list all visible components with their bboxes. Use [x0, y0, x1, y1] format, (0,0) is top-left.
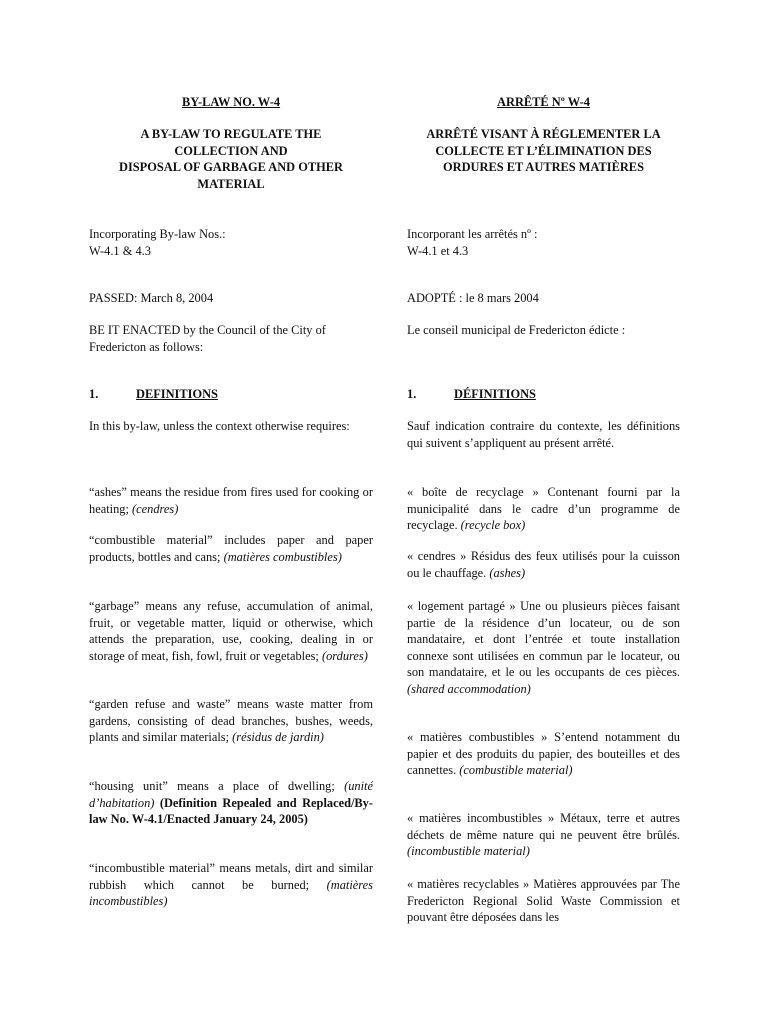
enacting-clause-en: BE IT ENACTED by the Council of the City of Fredericton as follows:: [89, 323, 326, 354]
title-line-3: ORDURES ET AUTRES MATIÈRES: [443, 160, 644, 174]
title-line-2: DISPOSAL OF GARBAGE AND OTHER MATERIAL: [119, 160, 343, 191]
definition-housing: [89, 778, 373, 828]
title-line-2: COLLECTE ET L’ÉLIMINATION DES: [435, 143, 652, 158]
english-term: (recycle box): [460, 518, 526, 532]
title-line-1: ARRÊTÉ VISANT À RÉGLEMENTER LA: [426, 127, 661, 141]
incorporating-fr: [407, 226, 680, 259]
section-number: 1.: [407, 387, 417, 401]
definition-text: “garbage” means any refuse, accumulation of animal, fruit, or vegetable matter, liquid or otherwise, which attends the preparation, use, cooking, dealing in or storage of meat, fish, fowl, fruit or vegetables;: [89, 599, 373, 663]
definition-text: “incombustible material” means metals, dirt and similar rubbish which cannot be burned;: [89, 861, 373, 892]
passed-date: PASSED: March 8, 2004: [89, 291, 214, 305]
section-heading-en: [89, 386, 373, 403]
intro-fr: Sauf indication contraire du contexte, les définitions qui suivent s’appliquent au présent arrêté.: [407, 419, 680, 450]
definition-text: « boîte de recyclage » Contenant fourni par la municipalité dans le cadre d’un programme de recyclage.: [407, 485, 680, 532]
bylaw-title-en: [89, 126, 373, 192]
bylaw-number-fr: ARRÊTÉ Nº W-4: [497, 95, 590, 109]
french-term: (matières combustibles): [223, 549, 342, 564]
english-term: (ashes): [489, 565, 526, 580]
definition-text: « matières recyclables » Matières approuvées par The Fredericton Regional Solid Waste Commission et pouvant être déposées dans les: [407, 877, 680, 924]
incorporating-label: Incorporant les arrêtés nº :: [407, 227, 538, 241]
definition-text: « cendres » Résidus des feux utilisés pour la cuisson ou le chauffage.: [407, 549, 680, 580]
bylaw-number-en: BY-LAW NO. W-4: [181, 95, 281, 109]
incorporating-label: Incorporating By-law Nos.:: [89, 227, 226, 241]
title-line-1: A BY-LAW TO REGULATE THE COLLECTION AND: [140, 127, 322, 158]
intro-en: In this by-law, unless the context otherwise requires:: [89, 419, 350, 433]
french-term: (matières incombustibles): [89, 877, 373, 908]
bylaw-title-fr: [407, 126, 680, 176]
definition-text: “combustible material” includes paper and paper products, bottles and cans;: [89, 533, 373, 564]
french-term: (unité d’habitation): [89, 779, 373, 810]
definition-recycle-box: [407, 484, 680, 534]
amendment-note: (Definition Repealed and Replaced/By-law No. W-4.1/Enacted January 24, 2005): [89, 795, 373, 826]
definition-cendres: [407, 548, 680, 581]
definition-matieres-combustibles: [407, 729, 680, 779]
section-heading-fr: [407, 386, 680, 403]
english-term: (incombustible material): [407, 844, 530, 858]
definition-text: « matières combustibles » S’entend notamment du papier et des produits du papier, des bouteilles et des cannettes.: [407, 730, 680, 777]
french-term: (cendres): [132, 501, 179, 516]
english-term: (shared accommodation): [407, 681, 531, 696]
definition-text: “housing unit” means a place of dwelling;: [89, 779, 345, 793]
adopted-date: ADOPTÉ : le 8 mars 2004: [407, 291, 539, 305]
definition-incombustible: [89, 860, 373, 910]
definition-combustible: [89, 532, 373, 565]
incorporating-en: [89, 226, 373, 259]
definition-text: « matières incombustibles » Métaux, terre et autres déchets de même nature qui ne peuvent être brûlés.: [407, 811, 680, 842]
incorporating-numbers: W-4.1 & 4.3: [89, 243, 151, 258]
definition-matieres-recyclables: [407, 876, 680, 926]
french-term: (ordures): [321, 648, 368, 663]
definition-text: « logement partagé » Une ou plusieurs pièces faisant partie de la résidence d’un locateur, ou de son mandataire, et dont l’entrée et toute installation connexe sont utilisées en commun par le locateur, ou son mandataire, et le ou les occupants de ces pièces.: [407, 599, 680, 679]
definition-garbage: [89, 598, 373, 664]
definition-text: “ashes” means the residue from fires used for cooking or heating;: [89, 485, 373, 516]
definition-matieres-incombustibles: [407, 810, 680, 860]
incorporating-numbers: W-4.1 et 4.3: [407, 243, 469, 258]
definition-garden: [89, 696, 373, 746]
definition-text: “garden refuse and waste” means waste matter from gardens, consisting of dead branches, bushes, weeds, plants and similar materials;: [89, 697, 373, 744]
section-number: 1.: [89, 387, 99, 401]
definition-ashes: [89, 484, 373, 517]
english-term: (combustible material): [459, 763, 573, 777]
section-title: DEFINITIONS: [136, 387, 218, 401]
section-title: DÉFINITIONS: [454, 387, 536, 401]
enacting-clause-fr: Le conseil municipal de Fredericton édicte :: [407, 323, 626, 337]
french-term: (résidus de jardin): [232, 730, 324, 744]
definition-logement-partage: [407, 598, 680, 697]
